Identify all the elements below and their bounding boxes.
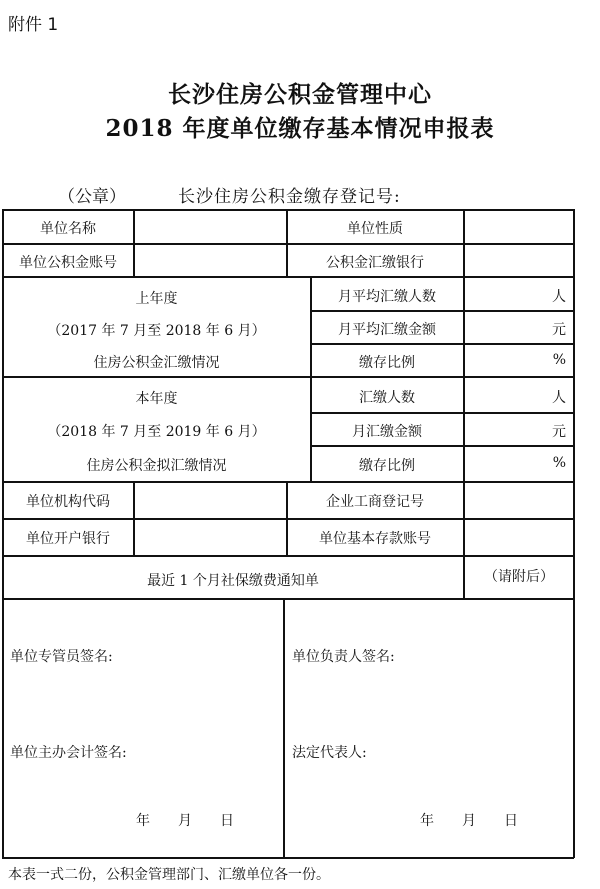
- row-divider: [310, 310, 574, 312]
- last-ratio-label: 缴存比例: [359, 355, 415, 371]
- last-year-desc: 住房公积金汇缴情况: [93, 355, 220, 371]
- basic-account-label: 单位基本存款账号: [319, 531, 431, 547]
- this-year-desc: 住房公积金拟汇缴情况: [86, 458, 227, 474]
- unit-name-label: 单位名称: [40, 221, 96, 237]
- this-year-title: 本年度: [135, 391, 178, 407]
- amount-label: 月汇缴金额: [352, 424, 422, 440]
- attach-note: （请附后）: [484, 569, 554, 585]
- unit-person: 人: [552, 390, 566, 406]
- row-divider: [2, 243, 574, 245]
- biz-registration-label: 企业工商登记号: [326, 494, 424, 510]
- row-divider: [2, 481, 574, 483]
- open-bank-label: 单位开户银行: [26, 531, 110, 547]
- social-notice-label: 最近 1 个月社保缴费通知单: [147, 573, 319, 589]
- table-border-bottom: [2, 857, 574, 859]
- unit-yuan: 元: [552, 322, 566, 338]
- column-divider: [310, 276, 312, 481]
- principal-signature-label: 单位负责人签名:: [292, 649, 395, 665]
- seal-label: （公章）: [58, 187, 126, 207]
- avg-people-label: 月平均汇缴人数: [338, 289, 436, 305]
- this-ratio-label: 缴存比例: [359, 458, 415, 474]
- manager-signature-label: 单位专管员签名:: [10, 649, 113, 665]
- accountant-signature-label: 单位主办会计签名:: [10, 745, 127, 761]
- unit-yuan: 元: [552, 424, 566, 440]
- title-line-1: 长沙住房公积金管理中心: [168, 81, 432, 108]
- title-line-2: 2018 年度单位缴存基本情况申报表: [105, 115, 495, 142]
- last-year-title: 上年度: [135, 291, 178, 307]
- this-year-period: （2018 年 7 月至 2019 年 6 月）: [47, 424, 266, 440]
- date-right: 年 月 日: [420, 813, 518, 829]
- org-code-label: 单位机构代码: [26, 494, 110, 510]
- unit-percent: %: [552, 455, 566, 471]
- account-number-label: 单位公积金账号: [19, 255, 117, 271]
- table-border-right: [573, 209, 575, 858]
- row-divider: [310, 343, 574, 345]
- date-left: 年 月 日: [136, 813, 234, 829]
- table-border-top: [2, 209, 574, 211]
- row-divider: [2, 376, 574, 378]
- unit-nature-label: 单位性质: [347, 221, 403, 237]
- column-divider: [133, 481, 135, 555]
- row-divider: [2, 555, 574, 557]
- remit-bank-label: 公积金汇缴银行: [326, 255, 424, 271]
- row-divider: [2, 276, 574, 278]
- people-label: 汇缴人数: [359, 390, 415, 406]
- legal-rep-label: 法定代表人:: [292, 745, 367, 761]
- unit-percent: %: [552, 352, 566, 368]
- row-divider: [310, 412, 574, 414]
- unit-person: 人: [552, 289, 566, 305]
- footer-note: 本表一式二份，公积金管理部门、汇缴单位各一份。: [8, 867, 330, 883]
- column-divider: [133, 209, 135, 276]
- registration-number-label: 长沙住房公积金缴存登记号:: [178, 187, 401, 207]
- row-divider: [2, 598, 574, 600]
- row-divider: [2, 518, 574, 520]
- last-year-period: （2017 年 7 月至 2018 年 6 月）: [47, 323, 266, 339]
- row-divider: [310, 445, 574, 447]
- column-divider: [283, 598, 285, 857]
- annex-label: 附件 1: [8, 15, 59, 35]
- avg-amount-label: 月平均汇缴金额: [338, 322, 436, 338]
